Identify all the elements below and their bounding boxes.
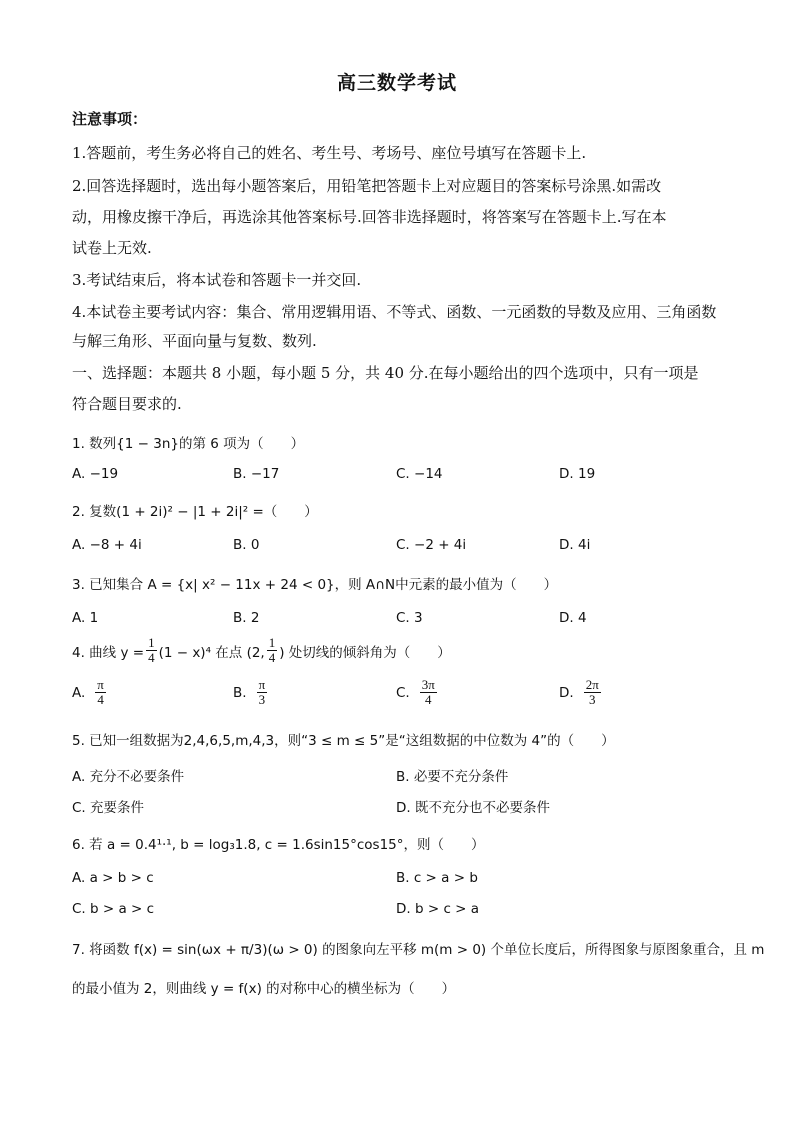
question-4-option-d <box>559 678 603 707</box>
question-6-option-c: C. b > a > c <box>72 901 155 917</box>
section-heading: 符合题目要求的. <box>72 395 182 413</box>
question-5-option-d: D. 既不充分也不必要条件 <box>396 800 550 816</box>
question-2-stem: 2. 复数(1 + 2i)² − |1 + 2i|² =（ ） <box>72 504 318 520</box>
option-label: B. <box>233 684 247 701</box>
question-2-option-c: C. −2 + 4i <box>396 537 467 553</box>
fraction-denominator: 3 <box>258 692 266 707</box>
fraction <box>420 678 437 707</box>
question-1-option-b: B. −17 <box>233 466 280 482</box>
option-label: A. <box>72 684 86 701</box>
question-1-option-c: C. −14 <box>396 466 443 482</box>
notice-line: 2.回答选择题时，选出每小题答案后，用铅笔把答题卡上对应题目的答案标号涂黑.如需改 <box>72 177 662 195</box>
question-2-option-b: B. 0 <box>233 537 260 553</box>
notice-heading: 注意事项： <box>72 110 148 128</box>
page-title: 高三数学考试 <box>336 72 457 94</box>
fraction <box>257 678 268 707</box>
question-6-stem: 6. 若 a = 0.4¹·¹, b = log₃1.8, c = 1.6sin15°cos15°，则（ ） <box>72 837 485 853</box>
option-label: D. <box>559 684 574 701</box>
question-1-option-d: D. 19 <box>559 466 596 482</box>
question-4-stem-pre: 4. 曲线 y = <box>72 644 145 661</box>
fraction-numerator: 1 <box>268 635 276 650</box>
fraction-denominator: 4 <box>425 692 432 707</box>
question-7-stem-line-2: 的最小值为 2，则曲线 y = f(x) 的对称中心的横坐标为（ ） <box>72 981 456 997</box>
fraction-numerator: 1 <box>148 635 155 650</box>
question-6-option-a: A. a > b > c <box>72 870 154 886</box>
question-5-option-c: C. 充要条件 <box>72 800 145 816</box>
fraction-numerator: π <box>97 677 104 692</box>
question-2-option-d: D. 4i <box>559 537 591 553</box>
fraction-denominator: 3 <box>588 692 596 707</box>
notice-line: 动，用橡皮擦干净后，再选涂其他答案标号.回答非选择题时，将答案写在答题卡上.写在本 <box>72 208 667 226</box>
question-7-stem-line-1: 7. 将函数 f(x) = sin(ωx + π/3)(ω > 0) 的图象向左平移 m(m > 0) 个单位长度后，所得图象与原图象重合，且 m <box>72 942 765 958</box>
question-5-option-b: B. 必要不充分条件 <box>396 769 509 785</box>
fraction-numerator: 3π <box>421 677 435 692</box>
fraction <box>95 678 106 707</box>
question-1-option-a: A. −19 <box>72 466 119 482</box>
question-6-option-d: D. b > c > a <box>396 901 480 917</box>
question-3-option-a: A. 1 <box>72 610 99 626</box>
question-4-stem <box>72 636 451 665</box>
notice-line: 试卷上无效. <box>72 239 152 257</box>
section-heading: 一、选择题：本题共 8 小题，每小题 5 分，共 40 分.在每小题给出的四个选项中，只有一项是 <box>72 364 699 382</box>
question-1-stem: 1. 数列{1 − 3n}的第 6 项为（ ） <box>72 436 305 452</box>
notice-line: 与解三角形、平面向量与复数、数列. <box>72 332 317 350</box>
notice-line: 3.考试结束后，将本试卷和答题卡一并交回. <box>72 271 362 289</box>
notice-line: 4.本试卷主要考试内容：集合、常用逻辑用语、不等式、函数、一元函数的导数及应用、三角函数 <box>72 303 717 321</box>
question-4-option-a <box>72 678 108 707</box>
question-3-option-c: C. 3 <box>396 610 423 626</box>
notice-line: 1.答题前，考生务必将自己的姓名、考生号、考场号、座位号填写在答题卡上. <box>72 144 587 162</box>
fraction-numerator: π <box>258 677 266 692</box>
question-2-option-a: A. −8 + 4i <box>72 537 142 553</box>
question-3-option-b: B. 2 <box>233 610 260 626</box>
fraction <box>267 636 278 665</box>
fraction-numerator: 2π <box>585 677 599 692</box>
question-6-option-b: B. c > a > b <box>396 870 478 886</box>
option-label: C. <box>396 684 410 701</box>
question-3-option-d: D. 4 <box>559 610 587 626</box>
question-4-stem-post: ) 处切线的倾斜角为（ ） <box>279 644 451 661</box>
question-3-stem: 3. 已知集合 A = {x| x² − 11x + 24 < 0}，则 A∩N中元素的最小值为（ ） <box>72 577 558 593</box>
question-4-option-c <box>396 678 439 707</box>
question-4-option-b <box>233 678 269 707</box>
question-4-stem-mid: (1 − x)⁴ 在点 (2, <box>158 644 265 661</box>
fraction-denominator: 4 <box>268 650 276 665</box>
question-5-stem: 5. 已知一组数据为2,4,6,5,m,4,3，则“3 ≤ m ≤ 5”是“这组数据的中位数为 4”的（ ） <box>72 733 615 749</box>
fraction-denominator: 4 <box>148 650 155 665</box>
fraction <box>584 678 601 707</box>
question-5-option-a: A. 充分不必要条件 <box>72 769 185 785</box>
fraction <box>146 636 157 665</box>
fraction-denominator: 4 <box>97 692 104 707</box>
